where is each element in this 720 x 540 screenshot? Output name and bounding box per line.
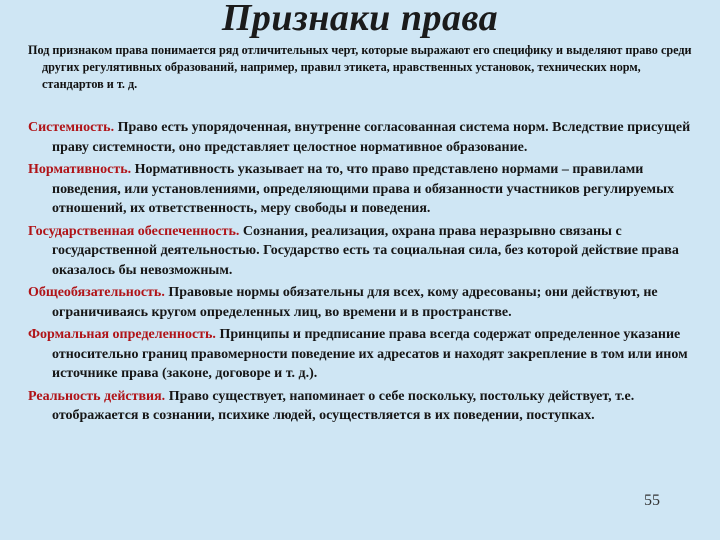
feature-text: Нормативность указывает на то, что право представлено нормами – правилами поведения, или установлениями, определяющими права и обязанности участников регулируемых отношений, их ответственность, меру свободы и поведения.: [52, 162, 675, 216]
feature-term: Государственная обеспеченность.: [28, 223, 240, 239]
feature-binding: [28, 283, 698, 322]
feature-term: Реальность действия.: [28, 388, 166, 404]
feature-text: Право существует, напоминает о себе поскольку, постольку действует, т.е. отображается в сознании, психике людей, осуществляется в их поведении, поступках.: [52, 388, 635, 423]
feature-term: Системность.: [28, 120, 115, 135]
feature-term: Нормативность.: [28, 162, 132, 177]
feature-term: Общеобязательность.: [28, 285, 165, 300]
feature-normative: [28, 160, 698, 219]
feature-text: Правовые нормы обязательны для всех, кому адресованы; они действуют, не ограничиваясь кругом определенных лиц, во времени и в пространстве.: [52, 285, 658, 320]
feature-state-backed: [28, 222, 698, 281]
page-number: 55: [644, 492, 660, 509]
features-list: [28, 118, 698, 429]
slide-title: Признаки права: [221, 0, 499, 39]
feature-text: Принципы и предписание права всегда содержат определенное указание относительно границ правомерности поведение их адресатов и находят закрепление в том или ином источнике права (законе, договоре и т. д.).: [52, 327, 688, 381]
feature-reality: [28, 387, 698, 426]
feature-systemic: [28, 118, 698, 157]
feature-formal-certainty: [28, 325, 698, 384]
feature-text: Сознания, реализация, охрана права неразрывно связаны с государственной деятельностью. Государство есть та социальная сила, без которой действие права оказалось бы невозможным.: [52, 223, 679, 278]
feature-text: Право есть упорядоченная, внутренне согласованная система норм. Вследствие присущей праву системности, оно представляет целостное нормативное образование.: [52, 120, 691, 155]
intro-paragraph: Под признаком права понимается ряд отличительных черт, которые выражают его специфику и выделяют право среди других регулятивных образований, например, правил этикета, нравственных установок, технических норм, стандартов и т. д.: [28, 43, 692, 91]
feature-term: Формальная определенность.: [28, 327, 216, 342]
